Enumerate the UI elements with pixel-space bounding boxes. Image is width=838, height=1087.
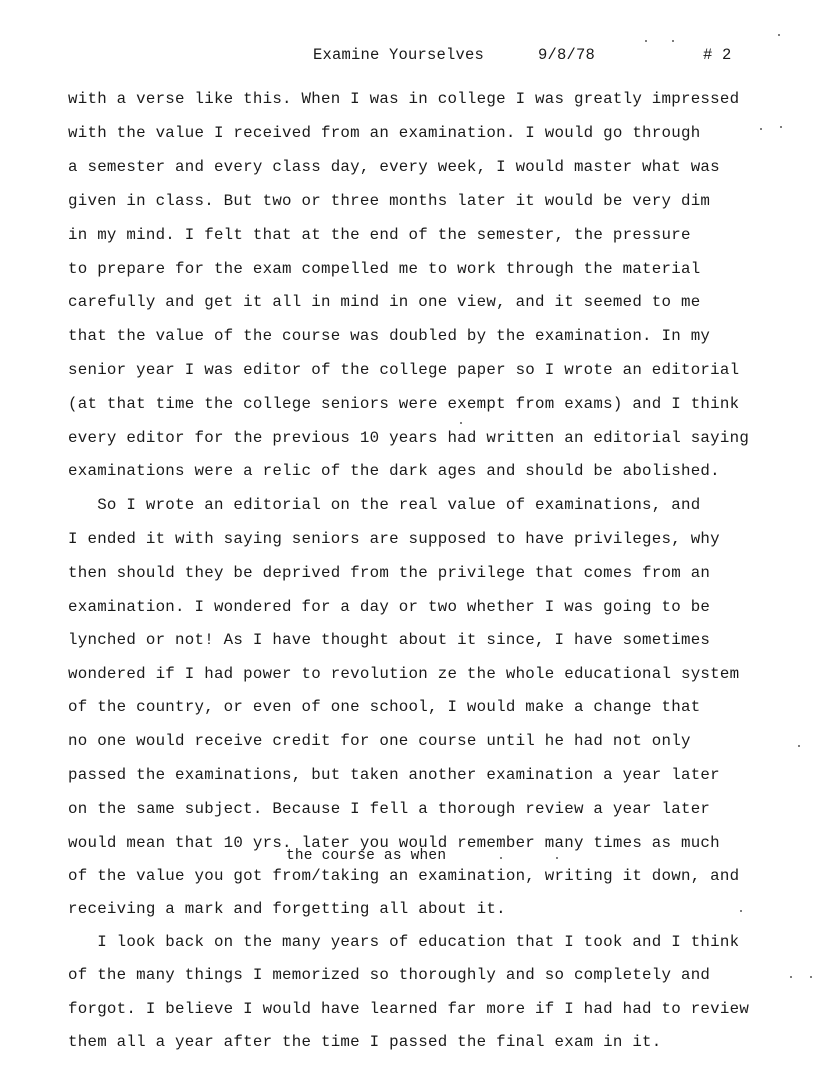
text-line: with a verse like this. When I was in college I was greatly impressed — [68, 90, 740, 108]
text-line: a semester and every class day, every week, I would master what was — [68, 158, 720, 176]
text-line: given in class. But two or three months later it would be very dim — [68, 192, 711, 210]
text-line: receiving a mark and forgetting all about it. — [68, 900, 506, 918]
scan-speck — [460, 422, 462, 424]
text-line: them all a year after the time I passed the final exam in it. — [68, 1033, 662, 1051]
text-line: of the many things I memorized so thoroughly and so completely and — [68, 966, 711, 984]
text-line: lynched or not! As I have thought about it since, I have sometimes — [68, 631, 711, 649]
text-line: that the value of the course was doubled by the examination. In my — [68, 327, 711, 345]
scan-speck — [740, 910, 742, 912]
scan-speck — [798, 745, 800, 747]
scan-speck — [810, 976, 812, 978]
header-date: 9/8/78 — [538, 46, 596, 64]
scan-speck — [760, 128, 762, 130]
header-page-number: # 2 — [703, 46, 732, 64]
scan-speck — [780, 126, 782, 128]
text-line: I look back on the many years of education that I took and I think — [68, 933, 740, 951]
text-line: (at that time the college seniors were exempt from exams) and I think — [68, 395, 740, 413]
text-line: every editor for the previous 10 years had written an editorial saying — [68, 429, 750, 447]
text-line: no one would receive credit for one course until he had not only — [68, 732, 691, 750]
scan-speck — [778, 34, 780, 36]
text-line: of the value you got from/taking an examination, writing it down, and — [68, 867, 740, 885]
text-line: then should they be deprived from the privilege that comes from an — [68, 564, 711, 582]
text-line: senior year I was editor of the college paper so I wrote an editorial — [68, 361, 740, 379]
text-line: I ended it with saying seniors are supposed to have privileges, why — [68, 530, 720, 548]
scan-speck — [500, 857, 502, 859]
scan-speck — [790, 976, 792, 978]
header-title: Examine Yourselves — [313, 46, 485, 64]
page-header — [0, 46, 838, 68]
text-line: So I wrote an editorial on the real value of examinations, and — [68, 496, 701, 514]
text-line: would mean that 10 yrs. later you would remember many times as much — [68, 834, 720, 852]
text-line: passed the examinations, but taken another examination a year later — [68, 766, 720, 784]
text-line: wondered if I had power to revolution ze the whole educational system — [68, 665, 740, 683]
scan-speck — [556, 857, 558, 859]
scan-speck — [672, 40, 674, 42]
text-line: carefully and get it all in mind in one view, and it seemed to me — [68, 293, 701, 311]
text-line: of the country, or even of one school, I would make a change that — [68, 698, 701, 716]
text-line: examination. I wondered for a day or two whether I was going to be — [68, 598, 711, 616]
text-line: on the same subject. Because I fell a thorough review a year later — [68, 800, 711, 818]
text-line: to prepare for the exam compelled me to work through the material — [68, 260, 701, 278]
text-line: with the value I received from an examination. I would go through — [68, 124, 701, 142]
text-line: examinations were a relic of the dark ages and should be abolished. — [68, 462, 720, 480]
scan-speck — [645, 40, 647, 42]
interlinear-insert: the course as when — [286, 848, 447, 864]
text-line: in my mind. I felt that at the end of the semester, the pressure — [68, 226, 691, 244]
text-line: forgot. I believe I would have learned far more if I had had to review — [68, 1000, 750, 1018]
